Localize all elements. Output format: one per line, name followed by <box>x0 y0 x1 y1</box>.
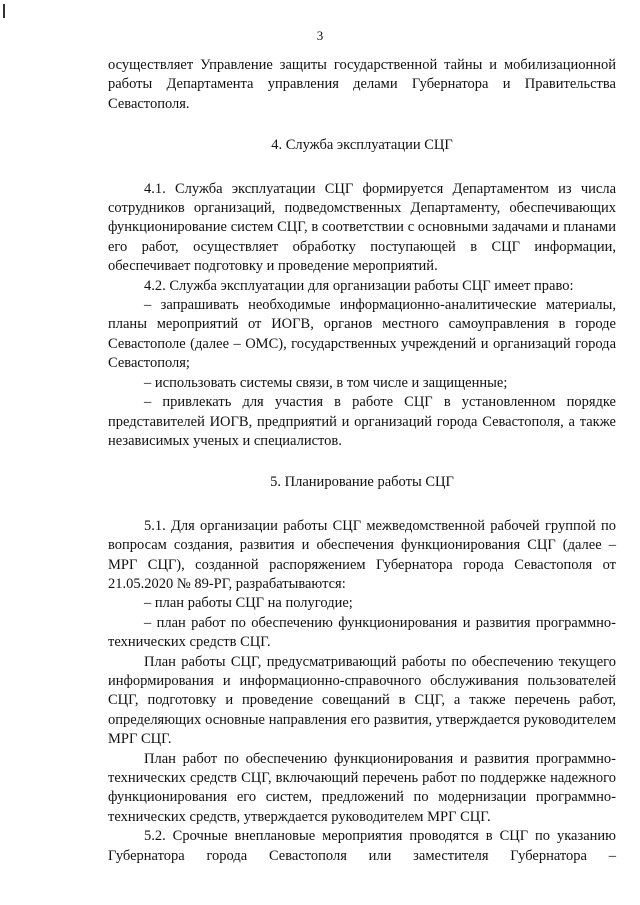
list-item-works-plan: – план работ по обеспечению функционирования и развития программно-технических средств СЦГ. <box>108 614 616 651</box>
section-heading-5: 5. Планирование работы СЦГ <box>270 474 454 491</box>
list-item-request: – запрашивать необходимые информационно-аналитические материалы, планы мероприятий от ИОГВ, органов местного самоуправления в городе Севастополе (далее – ОМС), государственных учреждений и организаций города Севастополя; <box>108 297 616 372</box>
document-body <box>108 56 616 866</box>
paragraph-tech-plan: План работ по обеспечению функционирования и развития программно-технических средств СЦГ, включающий перечень работ по поддержке надежного функционирования его систем, предложений по модернизации программно-технических средств, утверждается руководителем МРГ СЦГ. <box>108 750 616 825</box>
paragraph-4-2: 4.2. Служба эксплуатации для организации работы СЦГ имеет право: <box>144 277 574 294</box>
scan-edge-mark <box>3 4 5 18</box>
section-heading-4: 4. Служба эксплуатации СЦГ <box>271 137 453 154</box>
paragraph-continuation: осуществляет Управление защиты государственной тайны и мобилизационной работы Департамента управления делами Губернатора и Правительства Севастополя. <box>108 57 616 112</box>
list-item-communications: – использовать системы связи, в том числе и защищенные; <box>144 374 508 391</box>
paragraph-4-1: 4.1. Служба эксплуатации СЦГ формируется Департаментом из числа сотрудников организаций, подведомственных Департаменту, обеспечивающих функционирование систем СЦГ, в соответствии с основными задачами и планами его работ, осуществляет обработку поступающей в СЦГ информации, обеспечивает подготовку и проведение мероприятий. <box>108 180 616 275</box>
paragraph-work-plan: План работы СЦГ, предусматривающий работы по обеспечению текущего информирования и информационно-справочного обслуживания пользователей СЦГ, подготовку и проведение совещаний в СЦГ, а также перечень работ, определяющих основные направления его развития, утверждается руководителем МРГ СЦГ. <box>108 653 616 748</box>
list-item-involve: – привлекать для участия в работе СЦГ в установленном порядке представителей ИОГВ, предприятий и организаций города Севастополя, а также независимых ученых и специалистов. <box>108 394 616 449</box>
paragraph-5-2: 5.2. Срочные внеплановые мероприятия проводятся в СЦГ по указанию Губернатора города Севастополя или заместителя Губернатора – <box>108 828 616 864</box>
page-number: 3 <box>316 28 324 43</box>
list-item-halfyear-plan: – план работы СЦГ на полугодие; <box>144 595 353 612</box>
paragraph-5-1: 5.1. Для организации работы СЦГ межведомственной рабочей группой по вопросам создания, развития и обеспечения функционирования СЦГ (далее – МРГ СЦГ), созданной распоряжением Губернатора города Севастополя от 21.05.2020 № 89-РГ, разрабатываются: <box>108 517 616 592</box>
